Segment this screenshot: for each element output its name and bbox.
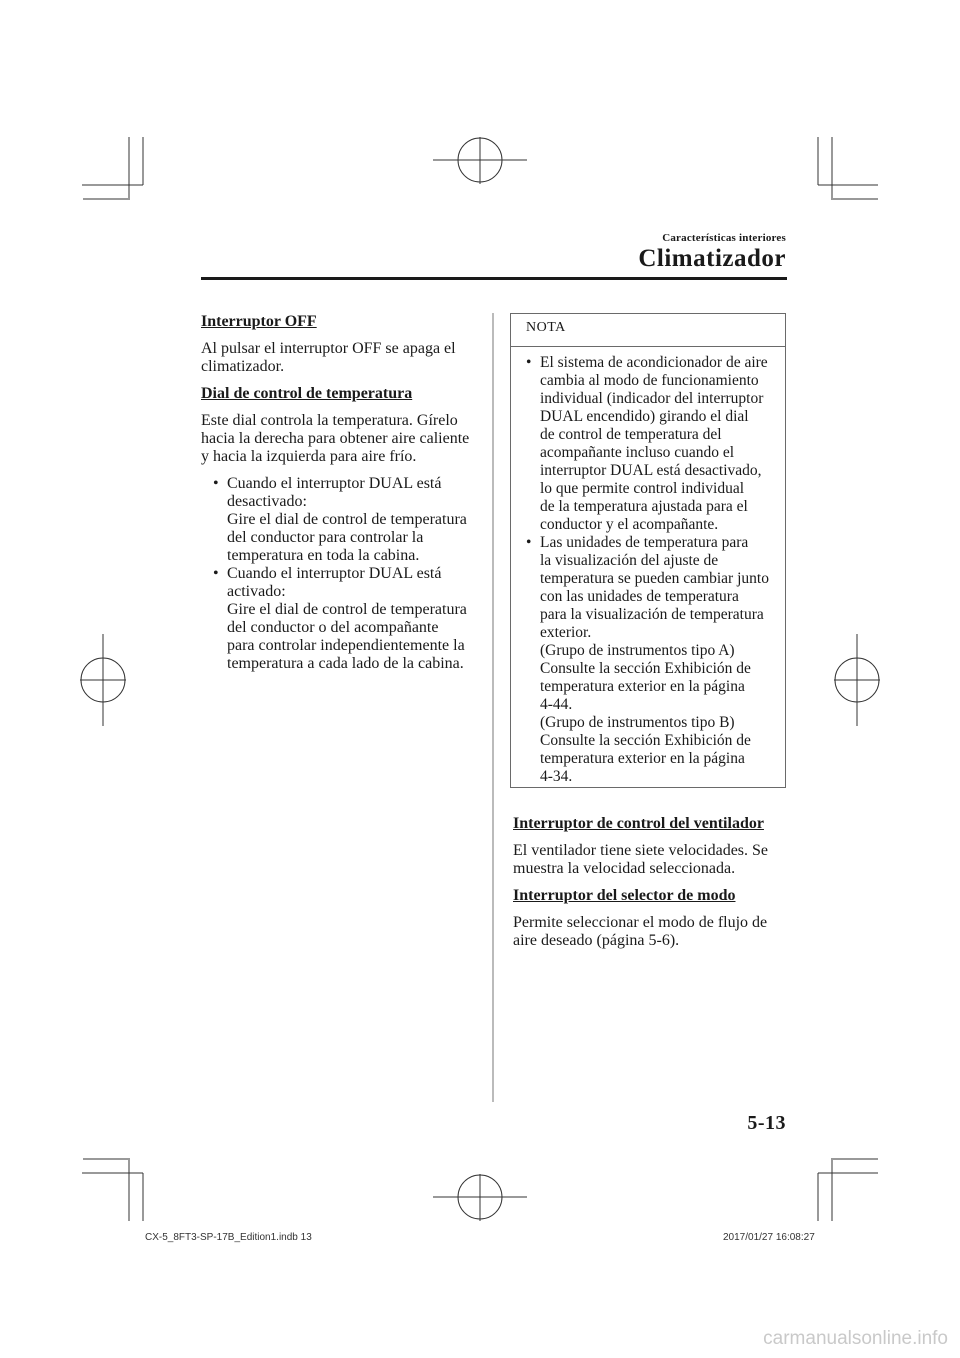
- text-line: muestra la velocidad seleccionada.: [513, 860, 736, 877]
- list-item: [213, 565, 481, 673]
- text-line: exterior.: [540, 624, 592, 641]
- text-line: desactivado:: [227, 493, 307, 510]
- text-line: individual (indicador del interruptor: [540, 390, 764, 407]
- text-line: (Grupo de instrumentos tipo A): [540, 642, 735, 659]
- temp-heading: Dial de control de temperatura: [201, 385, 413, 402]
- text-line: Cuando el interruptor DUAL está: [227, 565, 442, 582]
- text-line: (Grupo de instrumentos tipo B): [540, 714, 735, 731]
- text-line: Las unidades de temperatura para: [540, 534, 749, 551]
- page-number: 5-13: [747, 1112, 786, 1134]
- text-line: cambia al modo de funcionamiento: [540, 372, 759, 389]
- text-line: temperatura exterior en la página: [540, 678, 745, 695]
- header-rule: [201, 277, 787, 280]
- text-line: para controlar independientemente la: [227, 637, 465, 654]
- nota-label: NOTA: [526, 320, 566, 335]
- mode-heading: Interruptor del selector de modo: [513, 887, 736, 904]
- text-line: aire deseado (página 5-6).: [513, 932, 680, 949]
- text-line: climatizador.: [201, 358, 285, 375]
- text-line: de la temperatura ajustada para el: [540, 498, 748, 515]
- text-line: activado:: [227, 583, 286, 600]
- list-item: [526, 534, 782, 786]
- bullet-dot: •: [526, 534, 532, 551]
- temp-bullets: [213, 475, 481, 673]
- text-line: del conductor o del acompañante: [227, 619, 439, 636]
- section-title: Climatizador: [638, 245, 786, 272]
- text-line: del conductor para controlar la: [227, 529, 424, 546]
- list-item: [526, 354, 782, 534]
- text-line: hacia la derecha para obtener aire caliente: [201, 430, 470, 447]
- text-line: Permite seleccionar el modo de flujo de: [513, 914, 768, 931]
- text-line: Consulte la sección Exhibición de: [540, 660, 751, 677]
- text-line: y hacia la izquierda para aire frío.: [201, 448, 417, 465]
- text-line: acompañante incluso cuando el: [540, 444, 735, 461]
- bullet-dot: •: [213, 565, 219, 582]
- footer-timestamp: 2017/01/27 16:08:27: [723, 1232, 815, 1243]
- text-line: la visualización del ajuste de: [540, 552, 719, 569]
- bullet-dot: •: [213, 475, 219, 492]
- temp-text: [201, 412, 481, 466]
- text-line: Gire el dial de control de temperatura: [227, 601, 467, 618]
- footer-file-info: CX-5_8FT3-SP-17B_Edition1.indb 13: [145, 1232, 312, 1243]
- section-subtitle: Características interiores: [662, 232, 786, 244]
- text-line: Cuando el interruptor DUAL está: [227, 475, 442, 492]
- right-column: [513, 815, 788, 950]
- fan-text: [513, 842, 788, 878]
- text-line: El ventilador tiene siete velocidades. Se: [513, 842, 769, 859]
- text-line: conductor y el acompañante.: [540, 516, 719, 533]
- text-line: temperatura se pueden cambiar junto: [540, 570, 769, 587]
- left-column: [201, 313, 481, 673]
- text-line: para la visualización de temperatura: [540, 606, 764, 623]
- text-line: interruptor DUAL está desactivado,: [540, 462, 762, 479]
- fan-heading: Interruptor de control del ventilador: [513, 815, 764, 832]
- text-line: temperatura exterior en la página: [540, 750, 745, 767]
- text-line: Este dial controla la temperatura. Gírelo: [201, 412, 458, 429]
- text-line: temperatura en toda la cabina.: [227, 547, 420, 564]
- text-line: Gire el dial de control de temperatura: [227, 511, 467, 528]
- off-text: [201, 340, 481, 376]
- text-line: Consulte la sección Exhibición de: [540, 732, 751, 749]
- text-line: con las unidades de temperatura: [540, 588, 739, 605]
- text-line: temperatura a cada lado de la cabina.: [227, 655, 464, 672]
- text-line: 4-44.: [540, 696, 573, 713]
- text-line: Al pulsar el interruptor OFF se apaga el: [201, 340, 456, 357]
- text-line: 4-34.: [540, 768, 573, 785]
- text-line: El sistema de acondicionador de aire: [540, 354, 768, 371]
- text-line: DUAL encendido) girando el dial: [540, 408, 749, 425]
- nota-content: [526, 354, 782, 786]
- list-item: [213, 475, 481, 565]
- watermark: carmanualsonline.info: [763, 1328, 948, 1349]
- text-line: lo que permite control individual: [540, 480, 745, 497]
- text-line: de control de temperatura del: [540, 426, 722, 443]
- bullet-dot: •: [526, 354, 532, 371]
- mode-text: [513, 914, 788, 950]
- off-heading: Interruptor OFF: [201, 313, 317, 330]
